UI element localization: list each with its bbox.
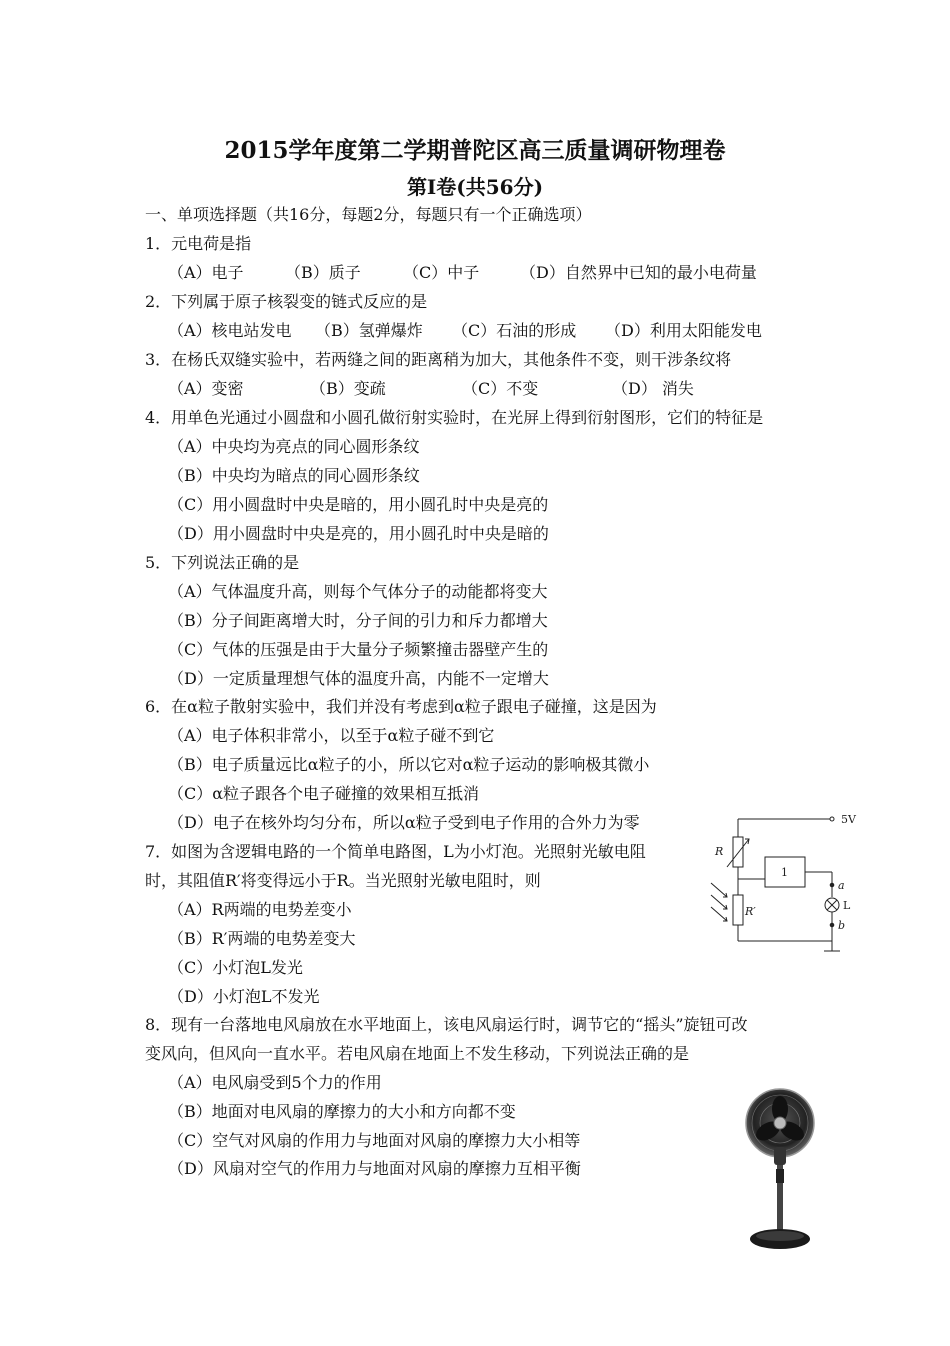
question-8-stem-line1: 8．现有一台落地电风扇放在水平地面上，该电风扇运行时，调节它的“摇头”旋钮可改 bbox=[145, 1015, 748, 1034]
question-2-stem: 2．下列属于原子核裂变的链式反应的是 bbox=[145, 292, 428, 311]
q1-option-c: （C）中子 bbox=[403, 263, 480, 282]
question-2-options bbox=[0, 321, 950, 341]
q8-option-d: （D）风扇对空气的作用力与地面对风扇的摩擦力互相平衡 bbox=[168, 1159, 581, 1178]
q2-option-a: （A）核电站发电 bbox=[168, 321, 292, 340]
q1-option-a: （A）电子 bbox=[168, 263, 244, 282]
q6-option-c: （C）α粒子跟各个电子碰撞的效果相互抵消 bbox=[168, 784, 480, 803]
q4-option-c: （C）用小圆盘时中央是暗的，用小圆孔时中央是亮的 bbox=[168, 495, 549, 514]
q6-option-d: （D）电子在核外均匀分布，所以α粒子受到电子作用的合外力为零 bbox=[168, 813, 640, 832]
resistor-label: R bbox=[715, 845, 724, 858]
q3-option-b: （B）变疏 bbox=[310, 379, 386, 398]
q3-option-d: （D） 消失 bbox=[612, 379, 694, 398]
variable-resistor-arrow bbox=[727, 839, 749, 867]
q8-option-a: （A）电风扇受到5个力的作用 bbox=[168, 1073, 382, 1092]
q5-option-c: （C）气体的压强是由于大量分子频繁撞击器壁产生的 bbox=[168, 640, 549, 659]
q7-option-b: （B）R′两端的电势差变大 bbox=[168, 929, 356, 948]
question-3-stem: 3．在杨氏双缝实验中，若两缝之间的距离稍为加大，其他条件不变，则干涉条纹将 bbox=[145, 350, 732, 369]
q2-option-c: （C）石油的形成 bbox=[452, 321, 577, 340]
gate-label: 1 bbox=[781, 866, 788, 879]
q6-option-b: （B）电子质量远比α粒子的小，所以它对α粒子运动的影响极其微小 bbox=[168, 755, 650, 774]
page-title: 2015学年度第二学期普陀区高三质量调研物理卷 bbox=[224, 137, 726, 164]
q7-option-a: （A）R两端的电势差变小 bbox=[168, 900, 352, 919]
photoresistor-label: R′ bbox=[745, 905, 756, 918]
question-6-stem: 6．在α粒子散射实验中，我们并没有考虑到α粒子跟电子碰撞，这是因为 bbox=[145, 697, 657, 716]
q1-option-d: （D）自然界中已知的最小电荷量 bbox=[520, 263, 757, 282]
logic-circuit-diagram bbox=[705, 805, 870, 965]
q3-option-c: （C）不变 bbox=[462, 379, 539, 398]
q1-option-b: （B）质子 bbox=[285, 263, 361, 282]
node-a-label: a bbox=[838, 879, 845, 892]
question-3-options bbox=[0, 379, 950, 399]
supply-terminal bbox=[830, 817, 834, 821]
section-heading: 一、单项选择题（共16分，每题2分，每题只有一个正确选项） bbox=[145, 205, 592, 224]
fan-hub bbox=[774, 1117, 786, 1129]
q8-option-b: （B）地面对电风扇的摩擦力的大小和方向都不变 bbox=[168, 1102, 516, 1121]
question-8-stem-line2: 变风向，但风向一直水平。若电风扇在地面上不发生移动，下列说法正确的是 bbox=[145, 1044, 690, 1063]
q5-option-d: （D）一定质量理想气体的温度升高，内能不一定增大 bbox=[168, 669, 549, 688]
q5-option-b: （B）分子间距离增大时，分子间的引力和斥力都增大 bbox=[168, 611, 548, 630]
voltage-label: 5V bbox=[841, 813, 856, 826]
q6-option-a: （A）电子体积非常小，以至于α粒子碰不到它 bbox=[168, 726, 495, 745]
lamp-label: L bbox=[843, 899, 851, 912]
node-a-dot bbox=[830, 883, 834, 887]
q4-option-d: （D）用小圆盘时中央是亮的，用小圆孔时中央是暗的 bbox=[168, 524, 549, 543]
page-subtitle: 第Ⅰ卷(共56分) bbox=[406, 175, 544, 199]
photoresistor bbox=[733, 895, 743, 925]
question-7-stem-line2: 时，其阻值R′将变得远小于R。当光照射光敏电阻时，则 bbox=[145, 871, 541, 890]
question-4-stem: 4．用单色光通过小圆盘和小圆孔做衍射实验时，在光屏上得到衍射图形，它们的特征是 bbox=[145, 408, 764, 427]
q8-option-c: （C）空气对风扇的作用力与地面对风扇的摩擦力大小相等 bbox=[168, 1131, 581, 1150]
question-5-stem: 5．下列说法正确的是 bbox=[145, 553, 300, 572]
q5-option-a: （A）气体温度升高，则每个气体分子的动能都将变大 bbox=[168, 582, 548, 601]
q7-option-d: （D）小灯泡L不发光 bbox=[168, 987, 320, 1006]
q7-option-c: （C）小灯泡L发光 bbox=[168, 958, 303, 977]
q2-option-b: （B）氢弹爆炸 bbox=[315, 321, 423, 340]
light-arrow bbox=[711, 883, 727, 897]
question-7-stem-line1: 7．如图为含逻辑电路的一个简单电路图，L为小灯泡。光照射光敏电阻 bbox=[145, 842, 646, 861]
question-1-options bbox=[0, 263, 950, 283]
fan-motor bbox=[774, 1147, 786, 1165]
node-b-label: b bbox=[838, 919, 846, 932]
question-1-stem: 1．元电荷是指 bbox=[145, 234, 252, 253]
q3-option-a: （A）变密 bbox=[168, 379, 244, 398]
variable-resistor bbox=[733, 837, 743, 867]
q4-option-b: （B）中央均为暗点的同心圆形条纹 bbox=[168, 466, 420, 485]
q4-option-a: （A）中央均为亮点的同心圆形条纹 bbox=[168, 437, 420, 456]
floor-fan-illustration bbox=[740, 1085, 820, 1255]
node-b-dot bbox=[830, 923, 834, 927]
q2-option-d: （D）利用太阳能发电 bbox=[605, 321, 762, 340]
